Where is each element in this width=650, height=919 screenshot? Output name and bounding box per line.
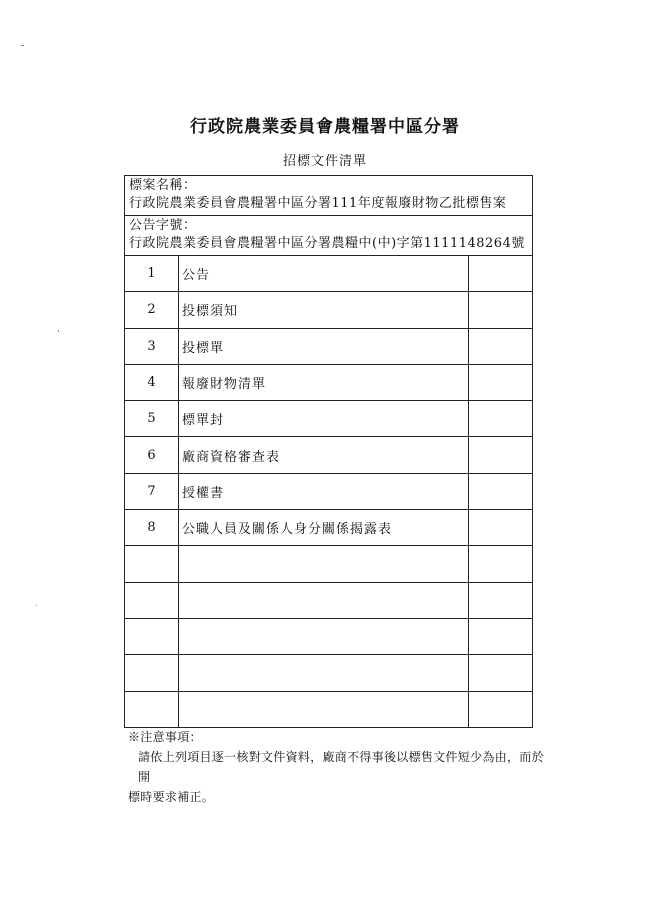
table-row (125, 401, 532, 437)
table-row (125, 655, 532, 691)
notes-section (128, 727, 548, 807)
notice-number-label: 公告字號： (129, 218, 197, 233)
item-name: 公告 (179, 256, 469, 292)
item-name (179, 655, 469, 691)
item-check-cell (469, 292, 533, 328)
item-name: 授權書 (179, 473, 469, 509)
item-name (179, 618, 469, 654)
table-row (125, 292, 532, 328)
notice-number-section (125, 216, 532, 256)
notes-line-2: 標時要求補正。 (128, 790, 215, 804)
item-number (125, 655, 179, 691)
table-row (125, 510, 532, 546)
item-name: 標單封 (179, 401, 469, 437)
document-list-table (125, 256, 532, 727)
item-name: 投標單 (179, 328, 469, 364)
table-row (125, 582, 532, 618)
notes-line-1: 請依上列項目逐一核對文件資料，廠商不得事後以標售文件短少為由，而於開 (138, 750, 544, 784)
table-row (125, 328, 532, 364)
item-name: 廠商資格審查表 (179, 437, 469, 473)
item-name (179, 582, 469, 618)
item-name (179, 691, 469, 727)
table-row (125, 546, 532, 582)
table-row (125, 618, 532, 654)
item-name: 投標須知 (179, 292, 469, 328)
item-number: 6 (125, 437, 179, 473)
item-check-cell (469, 328, 533, 364)
item-number: 7 (125, 473, 179, 509)
table-row (125, 364, 532, 400)
table-row (125, 437, 532, 473)
item-check-cell (469, 473, 533, 509)
case-name-value: 行政院農業委員會農糧署中區分署111年度報廢財物乙批標售案 (129, 196, 507, 211)
page-title: 行政院農業委員會農糧署中區分署 (190, 117, 460, 137)
item-number (125, 691, 179, 727)
table-row (125, 473, 532, 509)
item-number (125, 546, 179, 582)
item-check-cell (469, 691, 533, 727)
item-number: 8 (125, 510, 179, 546)
item-check-cell (469, 618, 533, 654)
notes-label: ※注意事項： (128, 730, 202, 744)
item-check-cell (469, 401, 533, 437)
document-list-box (124, 175, 533, 728)
item-check-cell (469, 364, 533, 400)
item-number: 2 (125, 292, 179, 328)
notice-number-value: 行政院農業委員會農糧署中區分署農糧中(中)字第1111148264號 (129, 236, 525, 251)
scan-mark (21, 45, 24, 46)
item-check-cell (469, 546, 533, 582)
item-name: 公職人員及關係人身分關係揭露表 (179, 510, 469, 546)
table-row (125, 691, 532, 727)
item-check-cell (469, 437, 533, 473)
item-check-cell (469, 655, 533, 691)
item-check-cell (469, 510, 533, 546)
item-check-cell (469, 582, 533, 618)
table-row (125, 256, 532, 292)
item-number: 4 (125, 364, 179, 400)
case-name-section (125, 176, 532, 216)
item-name (179, 546, 469, 582)
item-check-cell (469, 256, 533, 292)
item-number: 1 (125, 256, 179, 292)
item-number: 5 (125, 401, 179, 437)
item-number: 3 (125, 328, 179, 364)
item-number (125, 618, 179, 654)
page-subtitle: 招標文件清單 (282, 154, 367, 169)
case-name-label: 標案名稱： (129, 178, 197, 193)
item-number (125, 582, 179, 618)
scan-mark (36, 605, 37, 606)
scan-mark (58, 330, 59, 332)
item-name: 報廢財物清單 (179, 364, 469, 400)
